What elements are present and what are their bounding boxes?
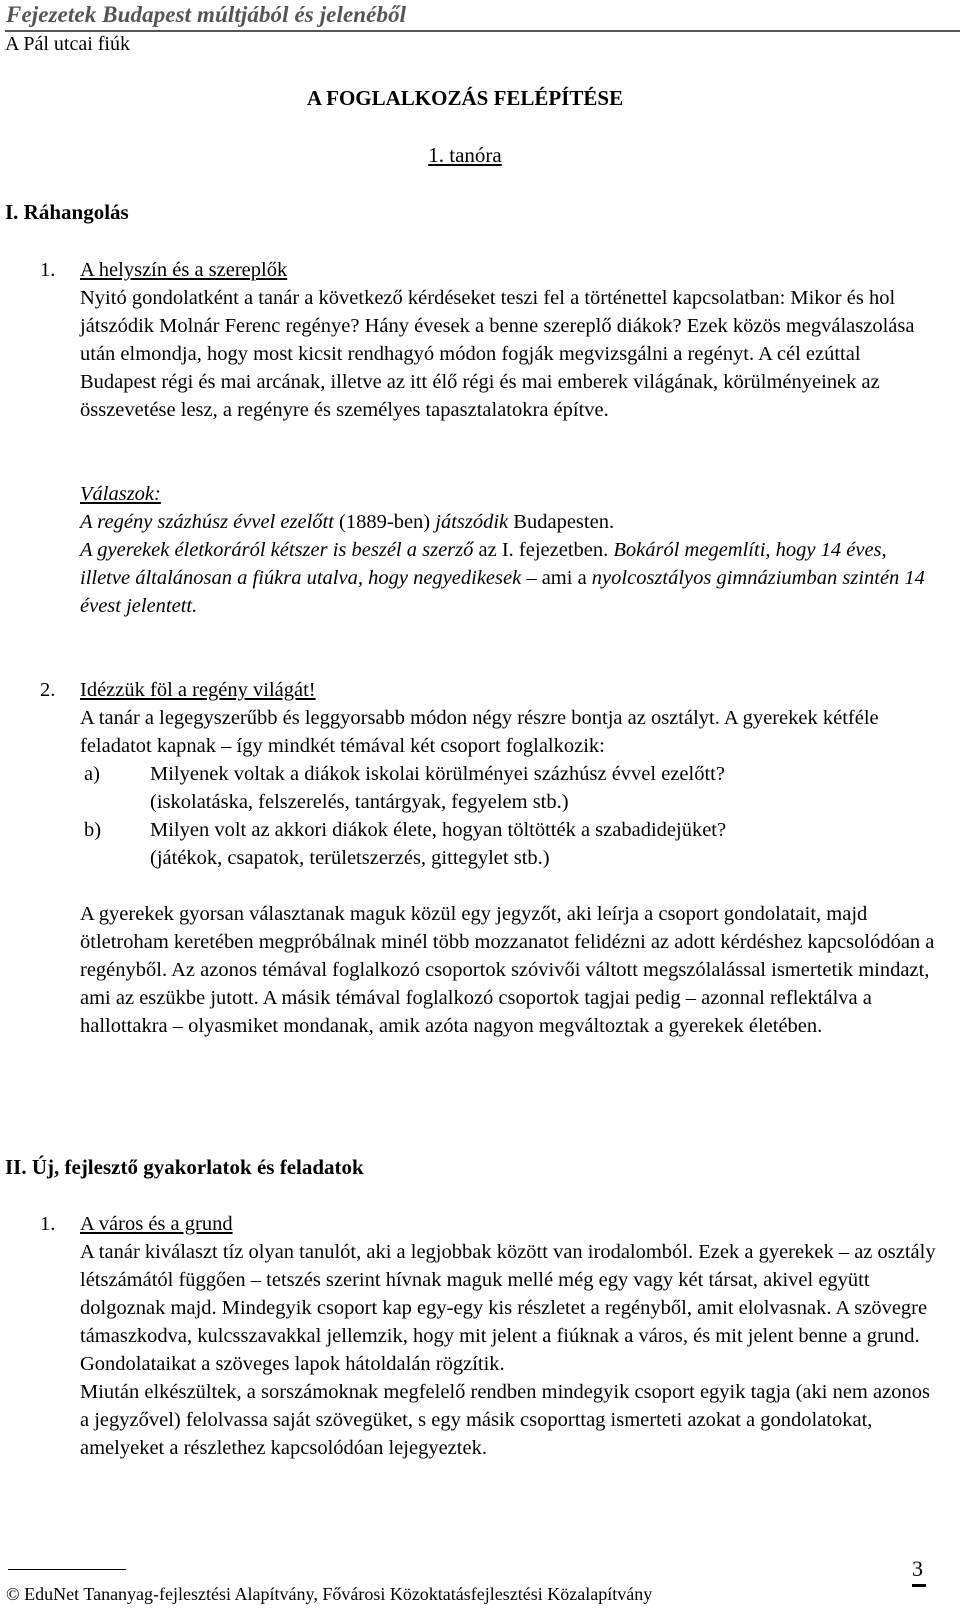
footer-copyright: © EduNet Tananyag-fejlesztési Alapítvány, Fővárosi Közoktatásfejlesztési Közalapítvány (6, 1584, 653, 1604)
list-item-text: (játékok, csapatok, területszerzés, gittegylet stb.) (150, 847, 550, 869)
item-number: 1. (40, 259, 56, 281)
paragraph-text: Miután elkészültek, a sorszámoknak megfelelő rendben mindegyik csoport egyik tagja (aki nem azonos a jegyzővel) felolvassa saját szövegüket, s egy másik csoporttag ismerteti azokat a gondolatokat, amelyeket a részlethez kapcsolódóan lejegyeztek. (80, 1381, 930, 1459)
list-item-text: Milyen volt az akkori diákok élete, hogyan töltötték a szabadidejüket? (150, 819, 727, 841)
section-1-heading: I. Ráhangolás (5, 200, 129, 224)
answers-block (80, 480, 940, 620)
list-item (80, 760, 940, 816)
item-title: Idézzük föl a regény világát! (80, 679, 316, 701)
section-2-heading: II. Új, fejlesztő gyakorlatok és feladatok (5, 1155, 364, 1179)
header-subtitle: A Pál utcai fiúk (5, 33, 130, 55)
answer-line-2 (80, 536, 940, 620)
item-paragraph (80, 284, 940, 424)
answer-text: A regény százhúsz évvel ezelőtt (80, 511, 334, 533)
paragraph-text: Gondolataikat a szöveges lapok hátoldalán rögzítik. (80, 1353, 505, 1375)
item-paragraph (80, 900, 940, 1040)
answer-text: (1889-ben) (333, 511, 436, 533)
answer-text: játszódik (435, 511, 509, 533)
header-rule (5, 30, 960, 32)
item-paragraph (80, 1238, 940, 1462)
answer-text: nyolcosztályos gimnáziumban szintén 14 évest jelentett. (80, 567, 925, 617)
footer-rule (8, 1569, 126, 1570)
list-item-text: Milyenek voltak a diákok iskolai körülményei százhúsz évvel ezelőtt? (150, 763, 725, 785)
page-number: 3 (912, 1556, 923, 1581)
item-title: A helyszín és a szereplők (80, 259, 288, 281)
answer-text: az I. fejezetben. (473, 539, 614, 561)
item-paragraph (80, 704, 940, 760)
document-title: A FOGLALKOZÁS FELÉPÍTÉSE (306, 86, 624, 110)
answer-line-1 (80, 508, 940, 536)
answer-text: A gyerekek életkoráról kétszer is beszél a szerző (80, 539, 474, 561)
list-item-label: a) (84, 763, 100, 785)
list-item-label: b) (84, 819, 102, 841)
paragraph-text: A gyerekek gyorsan választanak maguk közül egy jegyzőt, aki leírja a csoport gondolatait, majd ötletroham keretében megpróbálnak minél több mozzanatot felidézni az adott kérdéshez kapcsolódóan a regényből. Az azonos témával foglalkozó csoportok szóvivői váltott megszólalással ismertetik mindazt, ami az eszükbe jutott. A másik témával foglalkozó csoportok tagjai pedig – azonnal reflektálva a hallottakra – olyasmiket mondanak, amik azóta nagyon megváltoztak a gyerekek életében. (80, 903, 935, 1037)
answer-text: – ami a (521, 567, 592, 589)
paragraph-text: A tanár a legegyszerűbb és leggyorsabb módon négy részre bontja az osztályt. A gyerekek kétféle feladatot kapnak – így mindkét témával két csoport foglalkozik: (80, 707, 879, 757)
item-number: 2. (40, 679, 56, 701)
answer-text: Bokáról megemlíti, hogy 14 éves, illetve általánosan a fiúkra utalva, hogy negyedikesek (80, 539, 887, 589)
answers-label: Válaszok: (80, 483, 161, 505)
paragraph-text: Nyitó gondolatként a tanár a következő kérdéseket teszi fel a történettel kapcsolatban: Mikor és hol játszódik Molnár Ferenc regénye? Hány évesek a benne szereplő diákok? Ezek közös megválaszolása után elmondja, hogy most kicsit rendhagyó módon fogják megvizsgálni a regényt. A cél ezúttal Budapest régi és mai arcának, illetve az itt élő régi és mai emberek világának, körülményeinek az összevetése lesz, a regényre és személyes tapasztalatokra építve. (80, 287, 915, 421)
list-item (80, 816, 940, 872)
item-number: 1. (40, 1213, 56, 1235)
page-number-underline (912, 1584, 926, 1587)
paragraph-text: A tanár kiválaszt tíz olyan tanulót, aki a legjobbak között van irodalomból. Ezek a gyerekek – az osztály létszámától függően – tetszés szerint hívnak maguk mellé még egy vagy két társat, akivel együtt dolgoznak majd. Mindegyik csoport kap egy-egy kis részletet a regényből, amit elolvasnak. A szövegre támaszkodva, kulcsszavakkal jellemzik, hogy mit jelent a fiúknak a város, és mit jelent benne a grund. (80, 1241, 936, 1347)
lesson-label: 1. tanóra (428, 143, 502, 167)
item-title: A város és a grund (80, 1213, 233, 1235)
header-title: Fejezetek Budapest múltjából és jelenéből (6, 2, 407, 27)
answer-text: Budapesten. (508, 511, 615, 533)
task-list (80, 760, 940, 872)
list-item-text: (iskolatáska, felszerelés, tantárgyak, fegyelem stb.) (150, 791, 569, 813)
